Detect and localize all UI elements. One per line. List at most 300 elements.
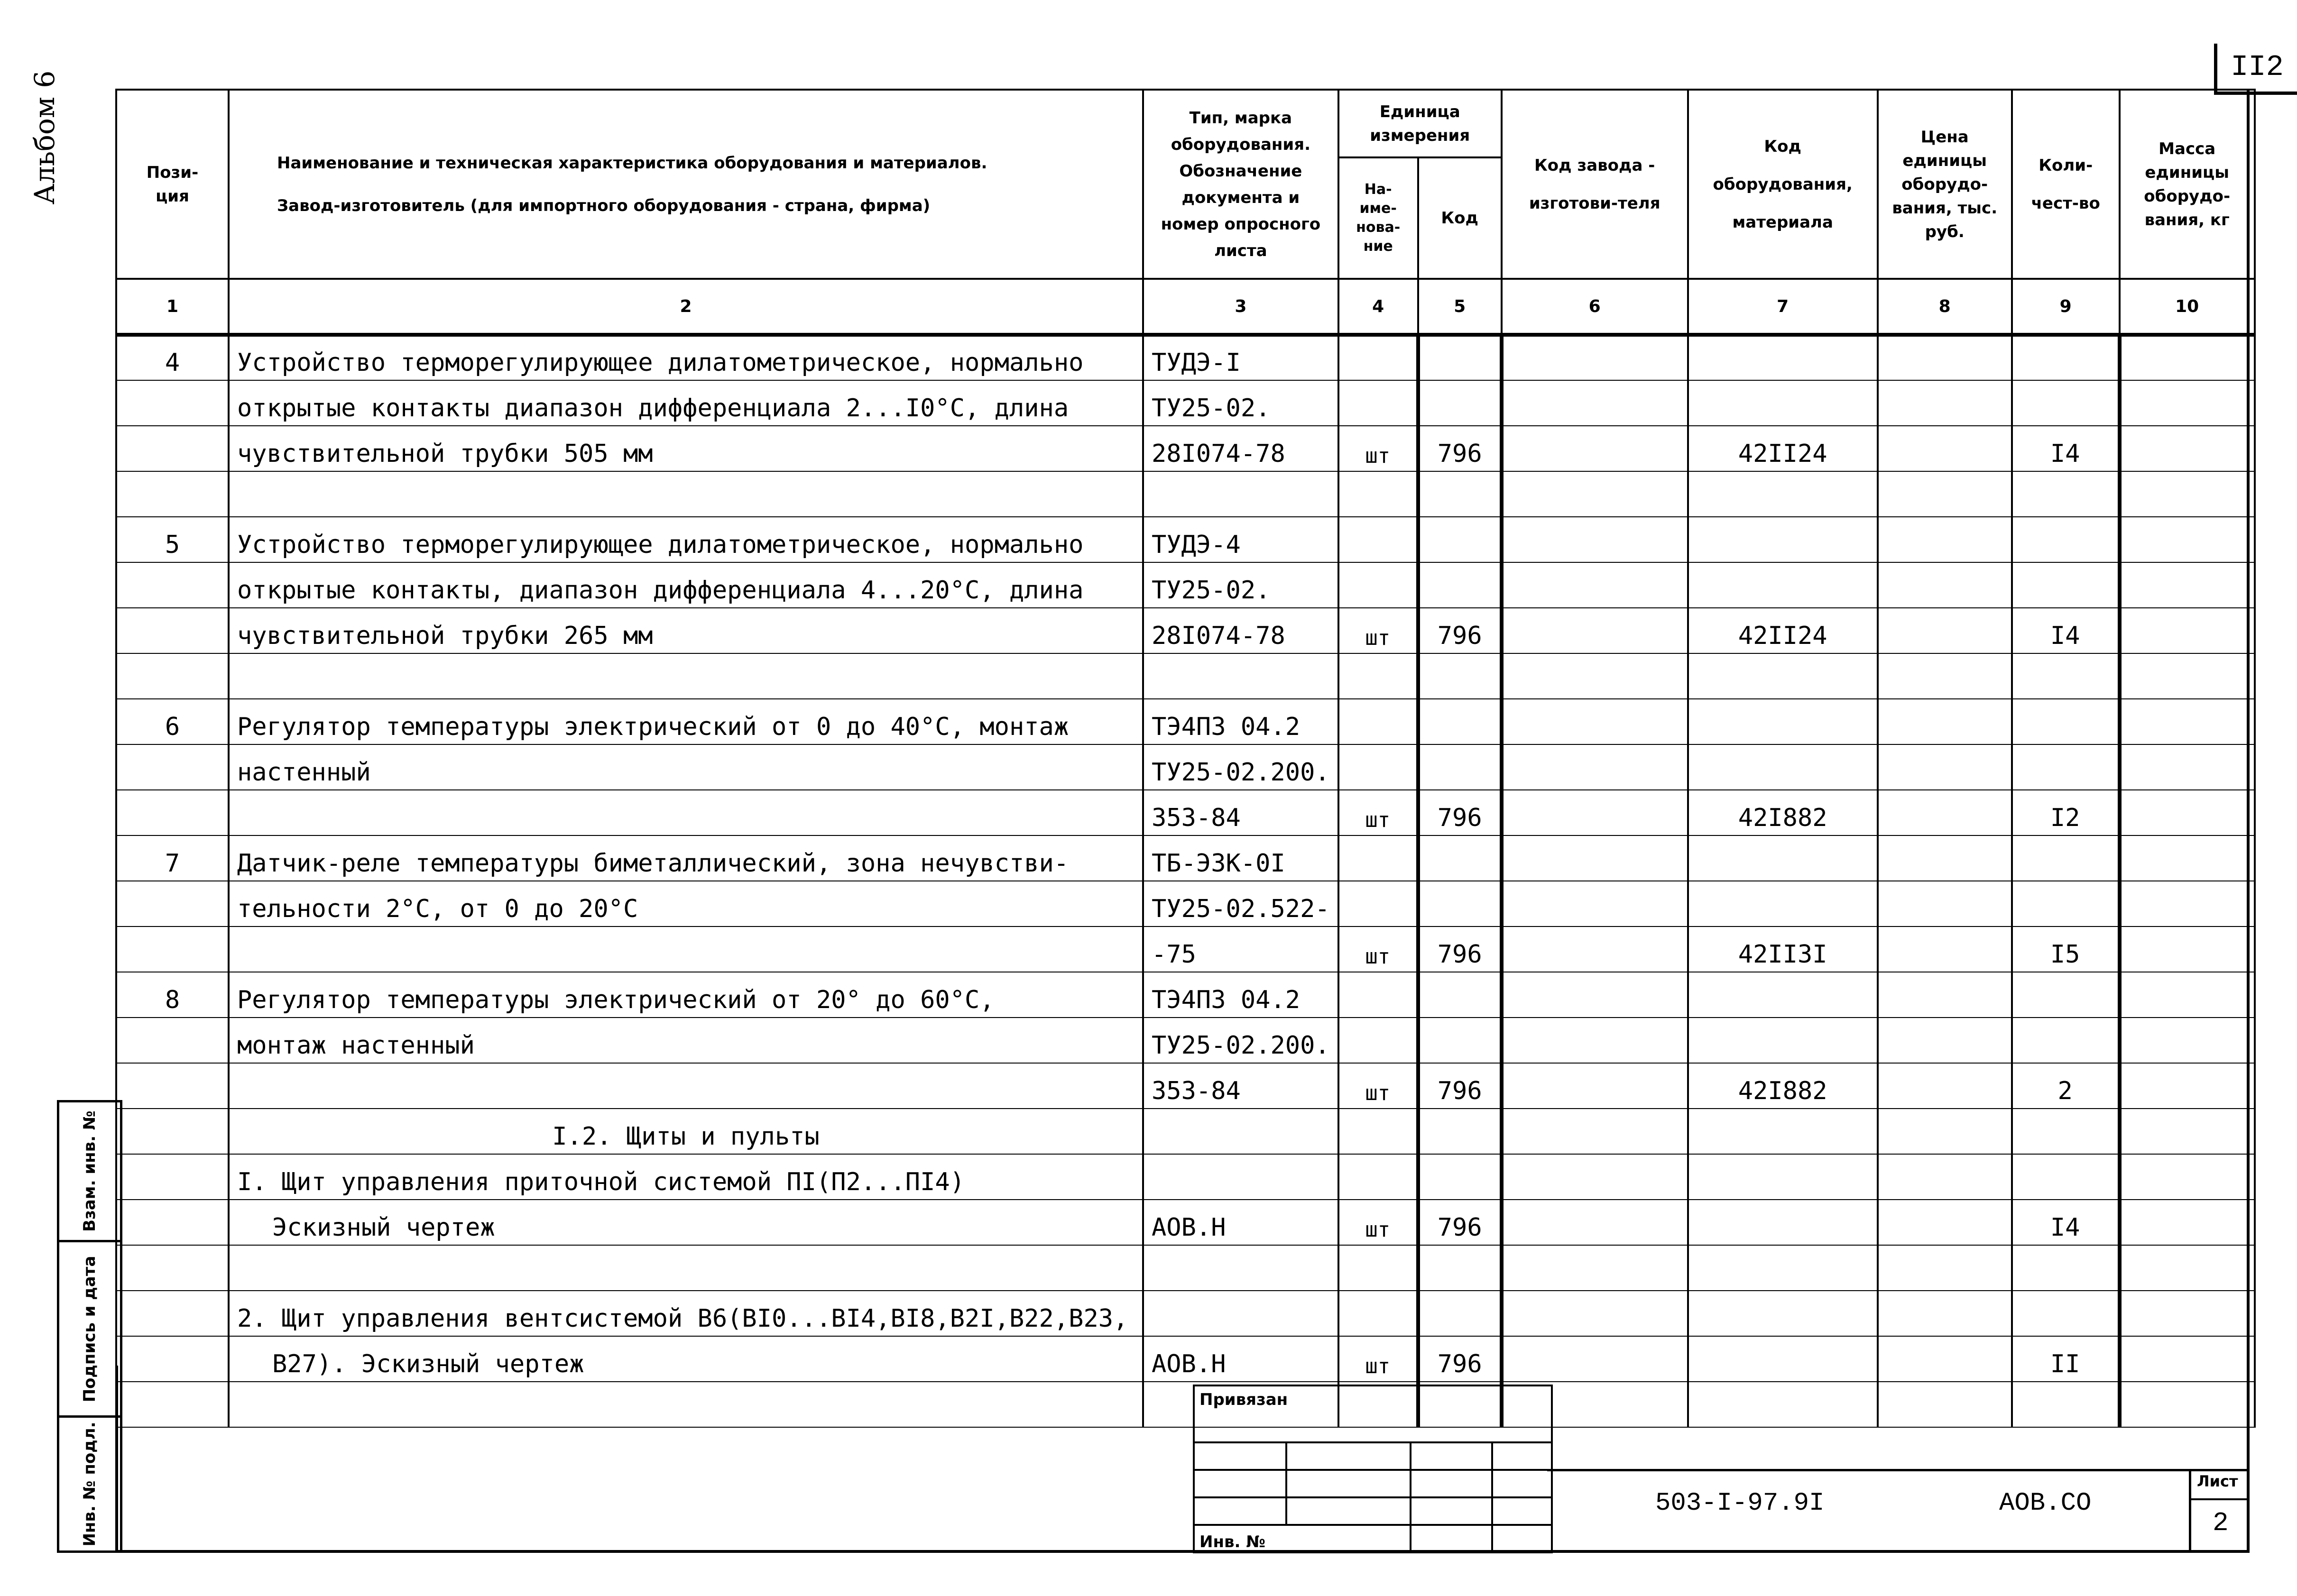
table-row bbox=[116, 972, 2255, 1018]
table-body bbox=[116, 335, 2255, 1427]
column-number: 1 bbox=[116, 279, 229, 335]
name-cell: чувствительной трубки 505 мм bbox=[229, 426, 1143, 471]
unit-name-cell bbox=[1338, 1018, 1418, 1063]
position-cell bbox=[116, 1154, 229, 1200]
unit-name-cell: шт bbox=[1338, 608, 1418, 653]
unit-code-cell: 796 bbox=[1418, 926, 1502, 972]
position-cell: 4 bbox=[116, 335, 229, 380]
stamp-cell bbox=[1411, 1442, 1492, 1470]
unit-code-cell: 796 bbox=[1418, 608, 1502, 653]
table-row bbox=[116, 335, 2255, 380]
material-code-cell: 42I882 bbox=[1688, 790, 1878, 835]
position-cell bbox=[116, 1291, 229, 1336]
factory-code-cell bbox=[1502, 972, 1688, 1018]
quantity-cell: I4 bbox=[2012, 1200, 2120, 1245]
table-row bbox=[116, 1109, 2255, 1154]
unit-name-cell bbox=[1338, 835, 1418, 881]
album-label: Альбом 6 bbox=[28, 70, 61, 205]
quantity-cell: I4 bbox=[2012, 426, 2120, 471]
price-cell bbox=[1878, 1291, 2012, 1336]
mass-cell bbox=[2120, 835, 2255, 881]
name-cell: Датчик-реле температуры биметаллический, зона нечувстви- bbox=[229, 835, 1143, 881]
unit-code-cell bbox=[1418, 972, 1502, 1018]
album-code: АОВ.СО bbox=[1999, 1489, 2092, 1518]
table-row bbox=[116, 1245, 2255, 1291]
table-row bbox=[116, 426, 2255, 471]
header-material-code: Код оборудования, материала bbox=[1688, 90, 1878, 279]
header-name bbox=[229, 90, 1143, 279]
type-cell: 353-84 bbox=[1143, 1063, 1338, 1109]
mass-cell bbox=[2120, 699, 2255, 744]
unit-code-cell bbox=[1418, 1154, 1502, 1200]
material-code-cell bbox=[1688, 1154, 1878, 1200]
position-cell bbox=[116, 608, 229, 653]
unit-code-cell bbox=[1418, 562, 1502, 608]
factory-code-cell bbox=[1502, 1245, 1688, 1291]
type-cell bbox=[1143, 1245, 1338, 1291]
factory-code-cell bbox=[1502, 926, 1688, 972]
sheet-top-number: II2 bbox=[2214, 44, 2297, 95]
table-row bbox=[116, 699, 2255, 744]
stamp-cell bbox=[1286, 1470, 1411, 1497]
unit-name-cell: шт bbox=[1338, 790, 1418, 835]
price-cell bbox=[1878, 1018, 2012, 1063]
quantity-cell bbox=[2012, 1018, 2120, 1063]
type-cell: ТУДЭ-I bbox=[1143, 335, 1338, 380]
sheet-label: Лист bbox=[2197, 1472, 2238, 1490]
unit-name-cell: шт bbox=[1338, 1200, 1418, 1245]
type-cell bbox=[1143, 1154, 1338, 1200]
material-code-cell bbox=[1688, 1109, 1878, 1154]
mass-cell bbox=[2120, 1291, 2255, 1336]
position-cell bbox=[116, 471, 229, 517]
mass-cell bbox=[2120, 380, 2255, 426]
quantity-cell bbox=[2012, 380, 2120, 426]
mass-cell bbox=[2120, 608, 2255, 653]
table-row bbox=[116, 790, 2255, 835]
unit-name-cell: шт bbox=[1338, 426, 1418, 471]
unit-name-cell bbox=[1338, 1291, 1418, 1336]
name-cell: монтаж настенный bbox=[229, 1018, 1143, 1063]
factory-code-cell bbox=[1502, 562, 1688, 608]
factory-code-cell bbox=[1502, 744, 1688, 790]
material-code-cell bbox=[1688, 881, 1878, 926]
unit-code-cell bbox=[1418, 1018, 1502, 1063]
table-header bbox=[116, 90, 2255, 279]
factory-code-cell bbox=[1502, 1200, 1688, 1245]
stamp-cell bbox=[1492, 1525, 1552, 1552]
name-cell: I.2. Щиты и пульты bbox=[229, 1109, 1143, 1154]
type-cell: 353-84 bbox=[1143, 790, 1338, 835]
price-cell bbox=[1878, 562, 2012, 608]
column-number: 7 bbox=[1688, 279, 1878, 335]
table-row bbox=[116, 653, 2255, 699]
quantity-cell: I5 bbox=[2012, 926, 2120, 972]
table-row bbox=[116, 562, 2255, 608]
position-cell: 6 bbox=[116, 699, 229, 744]
unit-name-cell bbox=[1338, 744, 1418, 790]
header-unit-code: Код bbox=[1418, 157, 1502, 279]
bound-label: Привязан bbox=[1199, 1390, 1288, 1409]
quantity-cell bbox=[2012, 1291, 2120, 1336]
unit-code-cell: 796 bbox=[1418, 1063, 1502, 1109]
position-cell bbox=[116, 1063, 229, 1109]
quantity-cell bbox=[2012, 744, 2120, 790]
material-code-cell bbox=[1688, 380, 1878, 426]
unit-code-cell bbox=[1418, 744, 1502, 790]
unit-code-cell bbox=[1418, 1291, 1502, 1336]
unit-code-cell bbox=[1418, 835, 1502, 881]
price-cell bbox=[1878, 1063, 2012, 1109]
mass-cell bbox=[2120, 1200, 2255, 1245]
name-cell bbox=[229, 653, 1143, 699]
material-code-cell bbox=[1688, 1291, 1878, 1336]
mass-cell bbox=[2120, 926, 2255, 972]
unit-code-cell: 796 bbox=[1418, 790, 1502, 835]
price-cell bbox=[1878, 335, 2012, 380]
name-cell: Эскизный чертеж bbox=[229, 1200, 1143, 1245]
factory-code-cell bbox=[1502, 790, 1688, 835]
header-quantity: Коли-чест-во bbox=[2012, 90, 2120, 279]
position-cell bbox=[116, 1245, 229, 1291]
mass-cell bbox=[2120, 471, 2255, 517]
unit-name-cell bbox=[1338, 1154, 1418, 1200]
column-number: 9 bbox=[2012, 279, 2120, 335]
factory-code-cell bbox=[1502, 1291, 1688, 1336]
position-cell bbox=[116, 426, 229, 471]
name-cell: настенный bbox=[229, 744, 1143, 790]
type-cell bbox=[1143, 653, 1338, 699]
table-row bbox=[116, 471, 2255, 517]
name-cell: Устройство терморегулирующее дилатометрическое, нормально bbox=[229, 335, 1143, 380]
header-unit-name: На-име-нова-ние bbox=[1338, 157, 1418, 279]
material-code-cell: 42II24 bbox=[1688, 608, 1878, 653]
column-number: 6 bbox=[1502, 279, 1688, 335]
factory-code-cell bbox=[1502, 653, 1688, 699]
header-name-line2: Завод-изготовитель (для импортного оборудования - страна, фирма) bbox=[277, 196, 931, 215]
unit-code-cell bbox=[1418, 517, 1502, 562]
material-code-cell bbox=[1688, 972, 1878, 1018]
column-number: 10 bbox=[2120, 279, 2255, 335]
type-cell: ТУ25-02. bbox=[1143, 380, 1338, 426]
stamp-cell bbox=[1411, 1470, 1492, 1497]
header-unit-group: Единица измерения bbox=[1338, 90, 1502, 157]
position-cell bbox=[116, 926, 229, 972]
mass-cell bbox=[2120, 881, 2255, 926]
unit-code-cell bbox=[1418, 335, 1502, 380]
quantity-cell bbox=[2012, 653, 2120, 699]
column-number: 8 bbox=[1878, 279, 2012, 335]
table-row bbox=[116, 1063, 2255, 1109]
quantity-cell bbox=[2012, 1109, 2120, 1154]
name-cell: открытые контакты, диапазон дифференциала 4...20°С, длина bbox=[229, 562, 1143, 608]
material-code-cell bbox=[1688, 744, 1878, 790]
doc-code: 503-I-97.9I bbox=[1655, 1489, 1825, 1518]
price-cell bbox=[1878, 1245, 2012, 1291]
material-code-cell bbox=[1688, 653, 1878, 699]
factory-code-cell bbox=[1502, 335, 1688, 380]
stamp-cell bbox=[1492, 1442, 1552, 1470]
unit-name-cell bbox=[1338, 517, 1418, 562]
stamp-cell bbox=[1194, 1497, 1286, 1525]
type-cell: ТУ25-02.200. bbox=[1143, 1018, 1338, 1063]
factory-code-cell bbox=[1502, 1063, 1688, 1109]
unit-name-cell bbox=[1338, 380, 1418, 426]
position-cell: 8 bbox=[116, 972, 229, 1018]
quantity-cell bbox=[2012, 335, 2120, 380]
table-row bbox=[116, 881, 2255, 926]
factory-code-cell bbox=[1502, 608, 1688, 653]
material-code-cell bbox=[1688, 835, 1878, 881]
price-cell bbox=[1878, 881, 2012, 926]
table-row bbox=[116, 1154, 2255, 1200]
position-cell bbox=[116, 1200, 229, 1245]
inv-label: Инв. № bbox=[1199, 1532, 1266, 1551]
table-row bbox=[116, 1291, 2255, 1336]
position-cell bbox=[116, 1018, 229, 1063]
unit-name-cell: шт bbox=[1338, 926, 1418, 972]
header-position: Пози- ция bbox=[116, 90, 229, 279]
price-cell bbox=[1878, 1109, 2012, 1154]
quantity-cell bbox=[2012, 699, 2120, 744]
stamp-cell bbox=[1194, 1442, 1286, 1470]
type-cell: ТЭ4ПЗ 04.2 bbox=[1143, 972, 1338, 1018]
name-cell: чувствительной трубки 265 мм bbox=[229, 608, 1143, 653]
type-cell: ТУ25-02. bbox=[1143, 562, 1338, 608]
material-code-cell bbox=[1688, 562, 1878, 608]
column-number-row bbox=[116, 279, 2255, 335]
header-name-line1: Наименование и техническая характеристика оборудования и материалов. bbox=[277, 153, 987, 173]
stamp-cell bbox=[1492, 1497, 1552, 1525]
quantity-cell bbox=[2012, 835, 2120, 881]
factory-code-cell bbox=[1502, 1018, 1688, 1063]
column-number: 3 bbox=[1143, 279, 1338, 335]
unit-name-cell bbox=[1338, 1109, 1418, 1154]
unit-code-cell: 796 bbox=[1418, 1336, 1502, 1382]
table-row bbox=[116, 835, 2255, 881]
column-number: 4 bbox=[1338, 279, 1418, 335]
price-cell bbox=[1878, 653, 2012, 699]
type-cell bbox=[1143, 1291, 1338, 1336]
stamp-cell bbox=[1286, 1497, 1411, 1525]
type-cell: ТБ-ЭЗК-0I bbox=[1143, 835, 1338, 881]
name-cell: открытые контакты диапазон дифференциала 2...I0°С, длина bbox=[229, 380, 1143, 426]
type-cell: ТУ25-02.200. bbox=[1143, 744, 1338, 790]
margin-stamp-vzam bbox=[57, 1100, 122, 1242]
quantity-cell: II bbox=[2012, 1336, 2120, 1382]
position-cell bbox=[116, 653, 229, 699]
margin-stamp-podpis bbox=[57, 1240, 122, 1418]
material-code-cell: 42II24 bbox=[1688, 426, 1878, 471]
specification-table bbox=[115, 89, 2256, 1428]
stamp-cell bbox=[1492, 1470, 1552, 1497]
column-number: 5 bbox=[1418, 279, 1502, 335]
price-cell bbox=[1878, 972, 2012, 1018]
unit-code-cell: 796 bbox=[1418, 1200, 1502, 1245]
price-cell bbox=[1878, 744, 2012, 790]
name-cell: Устройство терморегулирующее дилатометрическое, нормально bbox=[229, 517, 1143, 562]
table-row bbox=[116, 744, 2255, 790]
factory-code-cell bbox=[1502, 471, 1688, 517]
unit-name-cell bbox=[1338, 562, 1418, 608]
position-cell bbox=[116, 380, 229, 426]
price-cell bbox=[1878, 517, 2012, 562]
quantity-cell: 2 bbox=[2012, 1063, 2120, 1109]
material-code-cell: 42II3I bbox=[1688, 926, 1878, 972]
quantity-cell: I4 bbox=[2012, 608, 2120, 653]
type-cell: АОВ.Н bbox=[1143, 1200, 1338, 1245]
unit-name-cell bbox=[1338, 881, 1418, 926]
mass-cell bbox=[2120, 744, 2255, 790]
factory-code-cell bbox=[1502, 835, 1688, 881]
name-cell bbox=[229, 1245, 1143, 1291]
position-cell bbox=[116, 790, 229, 835]
table-row bbox=[116, 1200, 2255, 1245]
unit-code-cell bbox=[1418, 471, 1502, 517]
unit-code-cell bbox=[1418, 653, 1502, 699]
type-cell: 28I074-78 bbox=[1143, 608, 1338, 653]
type-cell: ТУДЭ-4 bbox=[1143, 517, 1338, 562]
type-cell: ТУ25-02.522- bbox=[1143, 881, 1338, 926]
quantity-cell: I2 bbox=[2012, 790, 2120, 835]
factory-code-cell bbox=[1502, 1109, 1688, 1154]
price-cell bbox=[1878, 790, 2012, 835]
name-cell: Регулятор температуры электрический от 20° до 60°С, bbox=[229, 972, 1143, 1018]
table-row bbox=[116, 926, 2255, 972]
header-mass: Масса единицы оборудо-вания, кг bbox=[2120, 90, 2255, 279]
unit-name-cell bbox=[1338, 1245, 1418, 1291]
sheet-divider bbox=[2189, 1498, 2250, 1500]
quantity-cell bbox=[2012, 471, 2120, 517]
unit-code-cell: 796 bbox=[1418, 426, 1502, 471]
unit-name-cell: шт bbox=[1338, 1336, 1418, 1382]
sheet-number: 2 bbox=[2213, 1508, 2229, 1538]
factory-code-cell bbox=[1502, 699, 1688, 744]
price-cell bbox=[1878, 926, 2012, 972]
material-code-cell bbox=[1688, 517, 1878, 562]
stamp-cell bbox=[1286, 1442, 1411, 1470]
material-code-cell bbox=[1688, 335, 1878, 380]
bound-cell bbox=[1194, 1385, 1552, 1442]
unit-name-cell bbox=[1338, 653, 1418, 699]
mass-cell bbox=[2120, 517, 2255, 562]
mass-cell bbox=[2120, 1063, 2255, 1109]
mass-cell bbox=[2120, 972, 2255, 1018]
table-row bbox=[116, 517, 2255, 562]
table-row bbox=[116, 380, 2255, 426]
unit-code-cell bbox=[1418, 1109, 1502, 1154]
mass-cell bbox=[2120, 562, 2255, 608]
material-code-cell: 42I882 bbox=[1688, 1063, 1878, 1109]
table-row bbox=[116, 608, 2255, 653]
name-cell bbox=[229, 790, 1143, 835]
unit-name-cell bbox=[1338, 699, 1418, 744]
name-cell: I. Щит управления приточной системой ПI(П2...ПI4) bbox=[229, 1154, 1143, 1200]
stamp-cell bbox=[1411, 1525, 1492, 1552]
header-type: Тип, марка оборудования. Обозначение документа и номер опросного листа bbox=[1143, 90, 1338, 279]
bound-stamp-grid bbox=[1193, 1385, 1553, 1553]
mass-cell bbox=[2120, 335, 2255, 380]
mass-cell bbox=[2120, 1245, 2255, 1291]
price-cell bbox=[1878, 608, 2012, 653]
name-cell bbox=[229, 471, 1143, 517]
quantity-cell bbox=[2012, 517, 2120, 562]
name-cell: В27). Эскизный чертеж bbox=[229, 1336, 1143, 1382]
position-cell: 5 bbox=[116, 517, 229, 562]
mass-cell bbox=[2120, 426, 2255, 471]
material-code-cell bbox=[1688, 1018, 1878, 1063]
type-cell: -75 bbox=[1143, 926, 1338, 972]
unit-code-cell bbox=[1418, 699, 1502, 744]
position-cell bbox=[116, 744, 229, 790]
price-cell bbox=[1878, 835, 2012, 881]
mass-cell bbox=[2120, 790, 2255, 835]
table-row bbox=[116, 1018, 2255, 1063]
material-code-cell bbox=[1688, 699, 1878, 744]
name-cell bbox=[229, 926, 1143, 972]
header-price: Цена единицы оборудо-вания, тыс. руб. bbox=[1878, 90, 2012, 279]
margin-stamp-inv-podl-label: Инв. № подл. bbox=[80, 1422, 99, 1547]
quantity-cell bbox=[2012, 562, 2120, 608]
doc-code-box bbox=[1547, 1469, 2250, 1553]
factory-code-cell bbox=[1502, 1154, 1688, 1200]
position-cell: 7 bbox=[116, 835, 229, 881]
unit-code-cell bbox=[1418, 1245, 1502, 1291]
mass-cell bbox=[2120, 1154, 2255, 1200]
factory-code-cell bbox=[1502, 380, 1688, 426]
position-cell bbox=[116, 562, 229, 608]
unit-code-cell bbox=[1418, 881, 1502, 926]
unit-code-cell bbox=[1418, 380, 1502, 426]
stamp-cell bbox=[1194, 1470, 1286, 1497]
unit-name-cell bbox=[1338, 972, 1418, 1018]
price-cell bbox=[1878, 1154, 2012, 1200]
name-cell: 2. Щит управления вентсистемой В6(ВI0...ВI4,ВI8,В2I,В22,В23, bbox=[229, 1291, 1143, 1336]
position-cell bbox=[116, 881, 229, 926]
position-cell bbox=[116, 1109, 229, 1154]
type-cell: АОВ.Н bbox=[1143, 1336, 1338, 1382]
price-cell bbox=[1878, 426, 2012, 471]
header-factory-code: Код завода - изготови-теля bbox=[1502, 90, 1688, 279]
material-code-cell bbox=[1688, 1200, 1878, 1245]
type-cell: 28I074-78 bbox=[1143, 426, 1338, 471]
material-code-cell bbox=[1688, 471, 1878, 517]
price-cell bbox=[1878, 1200, 2012, 1245]
margin-stamp-podpis-label: Подпись и дата bbox=[80, 1256, 99, 1402]
name-cell: тельности 2°С, от 0 до 20°С bbox=[229, 881, 1143, 926]
inv-cell bbox=[1194, 1525, 1411, 1552]
type-cell: ТЭ4ПЗ 04.2 bbox=[1143, 699, 1338, 744]
mass-cell bbox=[2120, 1018, 2255, 1063]
name-cell bbox=[229, 1063, 1143, 1109]
column-number: 2 bbox=[229, 279, 1143, 335]
mass-cell bbox=[2120, 653, 2255, 699]
price-cell bbox=[1878, 471, 2012, 517]
unit-name-cell bbox=[1338, 335, 1418, 380]
mass-cell bbox=[2120, 1109, 2255, 1154]
margin-stamp-vzam-label: Взам. инв. № bbox=[80, 1110, 99, 1232]
unit-name-cell bbox=[1338, 471, 1418, 517]
type-cell bbox=[1143, 1109, 1338, 1154]
factory-code-cell bbox=[1502, 517, 1688, 562]
factory-code-cell bbox=[1502, 881, 1688, 926]
price-cell bbox=[1878, 699, 2012, 744]
type-cell bbox=[1143, 471, 1338, 517]
factory-code-cell bbox=[1502, 426, 1688, 471]
quantity-cell bbox=[2012, 881, 2120, 926]
quantity-cell bbox=[2012, 1154, 2120, 1200]
stamp-cell bbox=[1411, 1497, 1492, 1525]
